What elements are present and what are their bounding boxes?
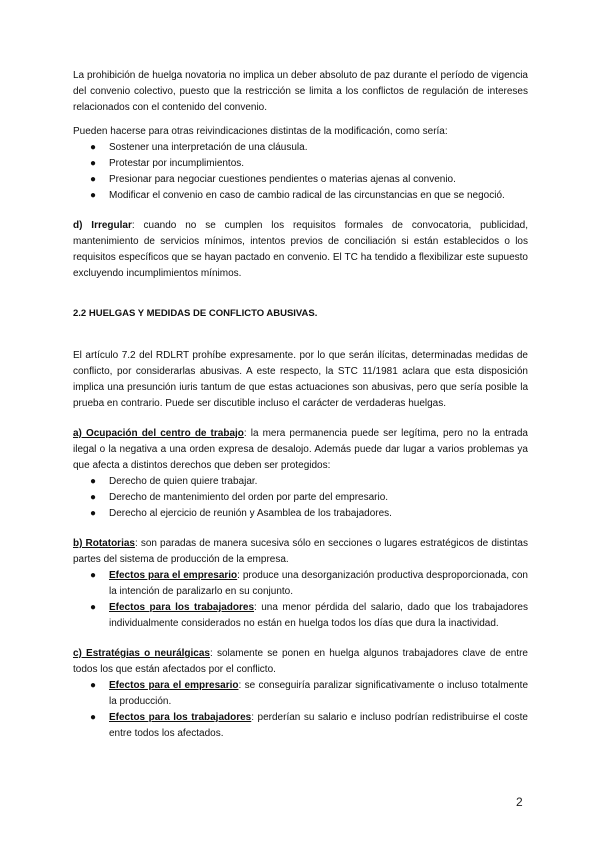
- bullet-icon: ●: [89, 190, 97, 201]
- section-heading: 2.2 HUELGAS Y MEDIDAS DE CONFLICTO ABUSIVAS.: [73, 308, 318, 319]
- bullet-icon: ●: [89, 476, 97, 487]
- bullet-icon: ●: [89, 570, 97, 581]
- page-number: 2: [516, 795, 523, 809]
- estrategicas-label: c) Estratégias o neurálgicas: [73, 648, 210, 659]
- estrategicas-bullet-list: [73, 678, 528, 742]
- intro-paragraph: La prohibición de huelga novatoria no implica un deber absoluto de paz durante el período de vigencia del convenio colectivo, puesto que la restricción se limita a los conflictos de regulación de intereses relacionados con el contenido del convenio.: [73, 70, 528, 113]
- estrategicas-paragraph: c) Estratégias o neurálgicas: solamente se ponen en huelga algunos trabajadores clave de entre todos los que están afectados por el conflicto.: [73, 648, 528, 675]
- list-item: ● Presionar para negociar cuestiones pendientes o materias ajenas al convenio.: [73, 172, 528, 188]
- bullet-icon: ●: [89, 174, 97, 185]
- document-page: [73, 68, 528, 742]
- intro-bullet-list: [73, 140, 528, 204]
- list-item: ● Derecho de mantenimiento del orden por parte del empresario.: [73, 490, 528, 506]
- bullet-icon: ●: [89, 158, 97, 169]
- bullet-icon: ●: [89, 508, 97, 519]
- list-item: ● Derecho de quien quiere trabajar.: [73, 474, 528, 490]
- bullet-icon: ●: [89, 712, 97, 723]
- rotatorias-bullet-list: [73, 568, 528, 632]
- bullet-icon: ●: [89, 142, 97, 153]
- intro-list-lead: Pueden hacerse para otras reivindicaciones distintas de la modificación, como sería:: [73, 126, 448, 137]
- list-item: ● Modificar el convenio en caso de cambio radical de las circunstancias en que se negoció.: [73, 188, 528, 204]
- irregular-paragraph: d) Irregular: cuando no se cumplen los requisitos formales de convocatoria, publicidad, mantenimiento de servicios mínimos, intentos previos de conciliación si están establecidos o los requisitos específicos que se hayan pactado en convenio. El TC ha tendido a flexibilizar este supuesto excluyendo incumplimientos mínimos.: [73, 220, 528, 279]
- list-item: ● Efectos para el empresario: se conseguiría paralizar significativamente o incluso totalmente la producción.: [89, 680, 529, 707]
- ocupacion-bullet-list: [73, 474, 528, 522]
- bullet-icon: ●: [89, 602, 97, 613]
- ocupacion-paragraph: a) Ocupación del centro de trabajo: la mera permanencia puede ser legítima, pero no la entrada ilegal o la negativa a una orden expresa de desalojo. Además puede dar lugar a varios problemas ya que afecta a distintos derechos que deben ser protegidos:: [73, 428, 528, 471]
- section-paragraph: El artículo 7.2 del RDLRT prohíbe expresamente. por lo que serán ilícitas, determinadas medidas de conflicto, por considerarlas abusivas. A este respecto, la STC 11/1981 aclara que esta disposición implica una presunción iuris tantum de que estas actuaciones son abusivas, pero que sería posible la prueba en contrario. Puede ser discutible incluso el carácter de verdaderas huelgas.: [73, 350, 528, 409]
- bullet-icon: ●: [89, 492, 97, 503]
- irregular-label: d) Irregular: [73, 220, 132, 231]
- list-item: ● Efectos para el empresario: produce una desorganización productiva desproporcionada, con la intención de paralizarlo en su conjunto.: [89, 570, 528, 597]
- rotatorias-paragraph: b) Rotatorias: son paradas de manera sucesiva sólo en secciones o lugares estratégicos de distintas partes del sistema de producción de la empresa.: [73, 538, 528, 565]
- bullet-icon: ●: [89, 680, 97, 691]
- list-item: ● Sostener una interpretación de una cláusula.: [73, 140, 528, 156]
- rotatorias-label: b) Rotatorias: [73, 538, 135, 549]
- list-item: ● Derecho al ejercicio de reunión y Asamblea de los trabajadores.: [73, 506, 528, 522]
- ocupacion-label: a) Ocupación del centro de trabajo: [73, 428, 244, 439]
- list-item: ● Efectos para los trabajadores: perderían su salario e incluso podrían redistribuirse el coste entre todos los afectados.: [89, 712, 528, 739]
- list-item: ● Protestar por incumplimientos.: [73, 156, 528, 172]
- list-item: ● Efectos para los trabajadores: una menor pérdida del salario, dado que los trabajadores individualmente considerados no están en huelga todos los días que dura la inactividad.: [89, 602, 528, 629]
